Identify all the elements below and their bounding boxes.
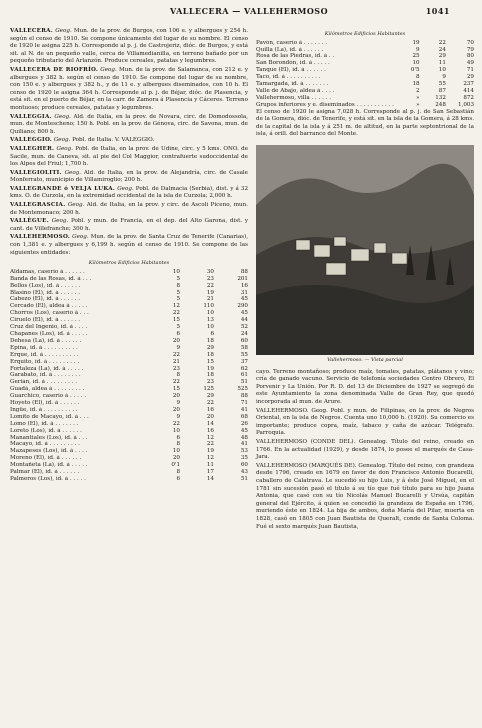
inhabitants-count: 31 bbox=[240, 289, 248, 296]
table-row bbox=[10, 435, 248, 442]
inhabitants-count: 43 bbox=[240, 469, 248, 476]
distance-km: » bbox=[416, 94, 420, 101]
landscape-illustration bbox=[256, 145, 474, 355]
entry-headword: VALLEGRANDE ó VELJA LUKA. bbox=[10, 185, 116, 192]
buildings-count: 23 bbox=[206, 275, 214, 282]
census-paragraph: El censo de 1920 le asigna 7,028 h. Corresponde al p. j. de San Sebastián de la Gomera, dióc. de Tenerife, y está sit. en la isla de la Gomera, á 28 kms. de la capital de la isla y á 251 m. de altitud, en la parte septentrional de la isla, á orill. del barranco del Monte. bbox=[256, 108, 474, 138]
table-row bbox=[10, 331, 248, 338]
table-row bbox=[256, 81, 474, 88]
buildings-count: 23 bbox=[206, 379, 214, 386]
distance-km: 8 bbox=[176, 469, 180, 476]
inhabitants-count: 60 bbox=[240, 337, 248, 344]
place-name: Gerián, íd. á . . . . . . . . . bbox=[10, 379, 78, 386]
distance-km: 10 bbox=[172, 448, 180, 455]
place-name: Blasino (El), íd. á . . . . . . bbox=[10, 289, 81, 296]
place-name: Garabato, íd. á . . . . . . . . bbox=[10, 372, 81, 379]
inhabitants-count: 24 bbox=[240, 330, 248, 337]
table-row bbox=[10, 386, 248, 393]
buildings-count: 18 bbox=[206, 372, 214, 379]
table-row bbox=[10, 290, 248, 297]
entry-headword: VALLECERA DE RIOFRÍO. bbox=[10, 66, 99, 73]
inhabitants-count: 45 bbox=[240, 427, 248, 434]
buildings-count: 10 bbox=[206, 310, 214, 317]
dictionary-entry bbox=[10, 114, 248, 137]
inhabitants-count: 55 bbox=[240, 351, 248, 358]
entry-text: Mun. de la prov. de Santa Cruz de Tenerife (Canarias), con 1,381 e. y albergues y 6,199 h. según el censo de 1910. Se compone de las siguientes entidades: bbox=[10, 234, 249, 256]
entry-headword: VALLEGGIO. bbox=[10, 137, 53, 144]
buildings-count: 6 bbox=[210, 330, 214, 337]
place-name: Lomo (El), íd. á . . . . . . . bbox=[10, 420, 79, 427]
buildings-count: 22 bbox=[206, 400, 214, 407]
table-row bbox=[10, 352, 248, 359]
distance-km: 25 bbox=[412, 53, 420, 60]
entry-headword: VALLEGRASCIA. bbox=[10, 202, 66, 209]
inhabitants-count: 41 bbox=[240, 406, 248, 413]
distance-km: 10 bbox=[172, 268, 180, 275]
distance-km: 20 bbox=[172, 337, 180, 344]
table-row bbox=[10, 310, 248, 317]
distance-km: 9 bbox=[176, 400, 180, 407]
inhabitants-count: 88 bbox=[240, 268, 248, 275]
table-row bbox=[256, 95, 474, 102]
distance-km: 9 bbox=[176, 413, 180, 420]
right-table-header: Kilómetros Edificios Habitantes bbox=[324, 31, 406, 37]
entry-headword: VALLEGIOLITI. bbox=[10, 169, 62, 176]
inhabitants-count: 52 bbox=[240, 324, 248, 331]
distance-km: 21 bbox=[172, 358, 180, 365]
place-name: Moreno (El), íd. á . . . . . . bbox=[10, 455, 82, 462]
paragraph: VALLEHERMOSO (MARQUÉS DE). Genealog. Título del reino, con grandeza desde 1796, creado en 1679 en favor de don Francisco Antonio Bucarelli, caballero de Calatrava. Le sucedió su hijo Luis, y á éste José Miguel, en el 1781 sin sucesión pasó el título á su tío que fué título para su hijo Juana Antonia, que casó con su tío Nicolás Manuel Bucarelli y Ursúa, capitán general del Ejército, á quien se concedió la grandeza de España en 1796, muriendo éste en 1824. La hija de ambos, doña María del Pilar, muerta en 1828, casó en 1805 con Juan Bautista de Queralt, conde de Santa Coloma. Fué el sexto marqués Juan Bautista, bbox=[256, 462, 474, 530]
inhabitants-count: 237 bbox=[463, 81, 474, 88]
buildings-count: 12 bbox=[206, 434, 214, 441]
entry-category: Geog. bbox=[51, 218, 69, 225]
entry-text: Pobl. y mun. de Francia, en el dep. del Alto Garona, dist. y cant. de Villefranche; 300 h. bbox=[10, 218, 248, 232]
buildings-count: 24 bbox=[438, 46, 446, 53]
place-name: Tamargada, íd. á . . . . . . . bbox=[256, 81, 329, 88]
entry-text: Mun. de la prov. de Salamanca, con 212 e. y albergues y 382 h. según el censo de 1910. Se compone del lugar de su nombre, con 150 e. y albergues y 382 h., y de 11 e. y albergues diseminados, con 10 h. El censo de 1920 le asigna 364 h. Corresponde al p. j. de Béjar, dióc. de Plasencia, y está sit. en el puerto de Béjar, en la carr. de Zamora á Plasencia y Cáceres. Terreno montuoso; produce cereales, patatas y legumbres. bbox=[10, 66, 249, 111]
inhabitants-count: 68 bbox=[240, 413, 248, 420]
table-row bbox=[256, 40, 474, 47]
table-row bbox=[10, 303, 248, 310]
place-name: Rosa de las Piedras, íd. á . . bbox=[256, 53, 335, 60]
place-name: Aldamas, caserío á . . . . . . bbox=[10, 268, 85, 275]
buildings-count: 16 bbox=[206, 427, 214, 434]
inhabitants-count: 53 bbox=[240, 448, 248, 455]
distance-km: 15 bbox=[172, 386, 180, 393]
buildings-count: 22 bbox=[438, 39, 446, 46]
buildings-count: 87 bbox=[438, 87, 446, 94]
place-name: Grupos inferiores y e. diseminados . . . . . . . . . . . bbox=[256, 101, 394, 108]
place-name: Cercado (El), aldea á . . . . . bbox=[10, 303, 88, 310]
entries-list bbox=[10, 28, 248, 257]
table-row bbox=[256, 67, 474, 74]
buildings-count: 11 bbox=[206, 462, 214, 469]
buildings-count: 110 bbox=[203, 303, 214, 310]
table-row bbox=[10, 269, 248, 276]
buildings-count: 18 bbox=[206, 337, 214, 344]
buildings-count: 19 bbox=[206, 365, 214, 372]
distance-km: 5 bbox=[176, 324, 180, 331]
table-row bbox=[256, 74, 474, 81]
dictionary-entry bbox=[10, 234, 248, 257]
place-name: Valle de Abajo, aldea á . . . . bbox=[256, 87, 335, 94]
inhabitants-count: 51 bbox=[240, 476, 248, 482]
place-name: Macayo, íd. á . . . . . . . . . bbox=[10, 441, 80, 448]
distance-km: 9 bbox=[416, 46, 420, 53]
entry-headword: VALLECERA. bbox=[10, 28, 54, 34]
table-row bbox=[10, 407, 248, 414]
inhabitants-count: 29 bbox=[466, 74, 474, 81]
entry-headword: VALLEGGIA. bbox=[10, 113, 52, 120]
paragraph: VALLEHERMOSO (CONDE DEL). Genealog. Título del reino, creado en 1766. En la actualidad (1929), y desde 1874, lo posee el marqués de Casa-Jara. bbox=[256, 438, 474, 461]
inhabitants-count: 80 bbox=[466, 53, 474, 60]
entities-table-right bbox=[256, 40, 474, 109]
dictionary-entry bbox=[10, 67, 248, 113]
table-row bbox=[10, 283, 248, 290]
distance-km: 0'1 bbox=[171, 462, 180, 469]
buildings-count: 17 bbox=[206, 469, 214, 476]
table-row bbox=[10, 338, 248, 345]
buildings-count: 11 bbox=[438, 60, 446, 67]
distance-km: 5 bbox=[176, 289, 180, 296]
place-name: Palmeros (Los), íd. á . . . . . bbox=[10, 476, 86, 482]
entry-text: Pobl. de Italia. V. VALEGGIO. bbox=[72, 137, 155, 144]
place-name: Lomito de Macayo, íd. á . . . bbox=[10, 413, 89, 420]
buildings-count: 125 bbox=[203, 386, 214, 393]
inhabitants-count: 872 bbox=[463, 94, 474, 101]
buildings-count: 15 bbox=[206, 358, 214, 365]
inhabitants-count: 44 bbox=[240, 317, 248, 324]
inhabitants-count: 1,003 bbox=[457, 101, 474, 108]
table-row bbox=[256, 53, 474, 60]
table-row bbox=[10, 421, 248, 428]
inhabitants-count: 61 bbox=[240, 372, 248, 379]
inhabitants-count: 88 bbox=[240, 393, 248, 400]
buildings-count: 13 bbox=[206, 317, 214, 324]
distance-km: 22 bbox=[172, 379, 180, 386]
inhabitants-count: 35 bbox=[240, 455, 248, 462]
dictionary-entry bbox=[10, 28, 248, 66]
distance-km: 9 bbox=[176, 344, 180, 351]
inhabitants-count: 414 bbox=[463, 87, 474, 94]
place-name: Montañeta (La), íd. á . . . . . bbox=[10, 462, 88, 469]
buildings-count: 30 bbox=[206, 268, 214, 275]
buildings-count: 29 bbox=[206, 393, 214, 400]
distance-km: 6 bbox=[176, 330, 180, 337]
place-name: Taco, íd. á . . . . . . . . . . bbox=[256, 74, 321, 81]
buildings-count: 14 bbox=[206, 420, 214, 427]
dictionary-entry bbox=[10, 137, 248, 145]
entry-text: Ald. de Italia, en la prov. y circ. de Ascoli Piceno, mun. de Montemonaco; 200 h. bbox=[10, 202, 249, 216]
buildings-count: 29 bbox=[206, 344, 214, 351]
table-row bbox=[256, 102, 474, 109]
inhabitants-count: 71 bbox=[240, 400, 248, 407]
distance-km: 8 bbox=[176, 372, 180, 379]
table-row bbox=[256, 47, 474, 54]
vallehermoso-photo bbox=[256, 145, 474, 355]
place-name: Erque, íd. á . . . . . . . . . . bbox=[10, 351, 79, 358]
place-name: Ciruelo (El), íd. á . . . . . . bbox=[10, 317, 80, 324]
dictionary-entry bbox=[10, 146, 248, 169]
place-name: Hoyeto (El), íd. á . . . . . . bbox=[10, 400, 80, 407]
buildings-count: 14 bbox=[206, 476, 214, 482]
entry-text: Mun. de la prov. de Burgos, con 106 e. y albergues y 254 h. según el censo de 1910. Se compone únicamente del lugar de su nombre. El censo de 1920 le asigna 225 h. Corresponde al p. j. de Castrojeriz, dióc. de Burgos, y está sit. al N. de un pequeño valle, cerca de Villamedianilla, en terreno bañado por un pequeño tributario del Arlanzón. Produce cereales, patatas y legumbres. bbox=[10, 28, 249, 65]
buildings-count: 248 bbox=[435, 101, 446, 108]
distance-km: 22 bbox=[172, 351, 180, 358]
right-column bbox=[256, 28, 474, 532]
table-row bbox=[10, 441, 248, 448]
distance-km: 12 bbox=[172, 303, 180, 310]
dictionary-entry bbox=[10, 170, 248, 185]
distance-km: 20 bbox=[172, 406, 180, 413]
distance-km: 0'5 bbox=[410, 67, 420, 74]
distance-km: 23 bbox=[172, 365, 180, 372]
distance-km: 8 bbox=[176, 282, 180, 289]
table-row bbox=[10, 359, 248, 366]
table-row bbox=[10, 372, 248, 379]
table-row bbox=[10, 317, 248, 324]
place-name: San Borondón, íd. á . . . . . bbox=[256, 60, 330, 67]
table-row bbox=[256, 60, 474, 67]
place-name: Fortaleza (La), íd. á . . . . . bbox=[10, 365, 84, 372]
table-row bbox=[10, 400, 248, 407]
distance-km: 10 bbox=[412, 60, 420, 67]
distance-km: 8 bbox=[416, 74, 420, 81]
entry-category: Geog. bbox=[67, 202, 85, 209]
buildings-count: 29 bbox=[438, 53, 446, 60]
table-row bbox=[10, 455, 248, 462]
distance-km: 5 bbox=[176, 296, 180, 303]
place-name: Bellos (Los), íd. á . . . . . . bbox=[10, 282, 81, 289]
paragraph: cayo. Terreno montañoso; produce maíz, tomates, patatas, plátanos y vino; cría de ganado vacuno. Servicio de telefonía sociedades Centro Obrero, El Porvenir y La Unión. Por R. D. del 13 de Diciembre de 1927 se segregó de este Ayuntamiento la zona denominada Valle de Gran Rey, que quedó incorporada al mun. de Arure. bbox=[256, 368, 474, 405]
place-name: Erquito, íd. á . . . . . . . . . bbox=[10, 358, 80, 365]
distance-km: » bbox=[416, 101, 420, 108]
distance-km: 20 bbox=[172, 455, 180, 462]
entry-category: Geog. bbox=[53, 137, 71, 144]
inhabitants-count: 45 bbox=[240, 296, 248, 303]
photo-caption: Vallehermoso. — Vista parcial bbox=[327, 357, 403, 364]
dictionary-entry bbox=[10, 202, 248, 217]
table-row bbox=[10, 414, 248, 421]
dictionary-entry bbox=[10, 186, 248, 201]
buildings-count: 19 bbox=[206, 448, 214, 455]
entry-category: Geog. bbox=[117, 185, 134, 192]
place-name: Mazapeses (Los), íd. á . . . . bbox=[10, 448, 88, 455]
distance-km: 22 bbox=[172, 310, 180, 317]
buildings-count: 55 bbox=[438, 81, 446, 88]
inhabitants-count: 45 bbox=[240, 310, 248, 317]
place-name: Epina, íd. á . . . . . . . . . . bbox=[10, 344, 78, 351]
inhabitants-count: 71 bbox=[466, 67, 474, 74]
entry-category: Geog. bbox=[100, 66, 117, 73]
inhabitants-count: 62 bbox=[240, 365, 248, 372]
inhabitants-count: 49 bbox=[466, 60, 474, 67]
place-name: Tanque (El), íd. á . . . . . . bbox=[256, 67, 326, 74]
buildings-count: 16 bbox=[206, 406, 214, 413]
distance-km: 22 bbox=[172, 420, 180, 427]
buildings-count: 9 bbox=[442, 74, 446, 81]
place-name: Cabezo (El), íd. á . . . . . . bbox=[10, 296, 80, 303]
inhabitants-count: 79 bbox=[466, 46, 474, 53]
place-name: Banda de las Rosas, íd. á . . . bbox=[10, 275, 92, 282]
place-name: Guadá, aldea á . . . . . . . . . bbox=[10, 386, 85, 393]
entry-headword: VALLÈGUE. bbox=[10, 218, 49, 225]
dictionary-entry bbox=[10, 218, 248, 233]
place-name: Cruz del Ingenio, íd. á . . . . bbox=[10, 324, 88, 331]
table-row bbox=[10, 296, 248, 303]
inhabitants-count: 201 bbox=[237, 275, 248, 282]
entry-category: Geog. bbox=[55, 28, 72, 34]
entry-text: Ald. de Italia, en la prov. de Novara, circ. de Domodossola, mun. de Montescheno; 150 h. Pobl. en la prov. de Génova, circ. de Savona, mun. de Quiliano; 800 h. bbox=[10, 113, 249, 135]
place-name: Chorros (Los), caserío á . . . bbox=[10, 310, 89, 317]
buildings-count: 22 bbox=[206, 282, 214, 289]
buildings-count: 21 bbox=[206, 296, 214, 303]
inhabitants-count: 70 bbox=[466, 39, 474, 46]
distance-km: 10 bbox=[172, 427, 180, 434]
distance-km: 2 bbox=[416, 87, 420, 94]
paragraphs bbox=[256, 369, 474, 531]
place-name: Chapanes (Los), íd. á . . . . . bbox=[10, 330, 88, 337]
left-table-header: Kilómetros Edificios Habitantes bbox=[88, 260, 170, 267]
inhabitants-count: 41 bbox=[240, 441, 248, 448]
table-row bbox=[10, 345, 248, 352]
buildings-count: 19 bbox=[206, 289, 214, 296]
buildings-count: 20 bbox=[206, 413, 214, 420]
entry-category: Geog. bbox=[64, 169, 82, 176]
inhabitants-count: 16 bbox=[240, 282, 248, 289]
distance-km: 18 bbox=[412, 81, 420, 88]
inhabitants-count: 58 bbox=[240, 344, 248, 351]
distance-km: 15 bbox=[172, 317, 180, 324]
place-name: Palmar (El), íd. á . . . . . . bbox=[10, 469, 80, 476]
inhabitants-count: 525 bbox=[237, 386, 248, 393]
page-header bbox=[0, 4, 482, 18]
table-row bbox=[10, 448, 248, 455]
distance-km: 6 bbox=[176, 434, 180, 441]
distance-km: 19 bbox=[412, 39, 420, 46]
buildings-count: 10 bbox=[438, 67, 446, 74]
distance-km: 5 bbox=[176, 275, 180, 282]
table-row bbox=[10, 366, 248, 373]
buildings-count: 18 bbox=[206, 351, 214, 358]
inhabitants-count: 60 bbox=[240, 462, 248, 469]
place-name: Ingüe, íd. á . . . . . . . . . . bbox=[10, 406, 78, 413]
left-column bbox=[10, 28, 248, 483]
place-name: Dehesa (La), íd. á . . . . . . bbox=[10, 337, 82, 344]
inhabitants-count: 37 bbox=[240, 358, 248, 365]
entry-text: Pobl. de Dalmacia (Serbia), dist. y á 32 kms. O. de Curzola, en la extremidad occidental de la isla de Curzola; 2,000 h. bbox=[10, 185, 249, 200]
place-name: Guarchico, caserío á . . . . . bbox=[10, 393, 87, 400]
place-name: Vallehermoso, villa . . . . . . bbox=[256, 94, 332, 101]
inhabitants-count: 51 bbox=[240, 379, 248, 386]
inhabitants-count: 26 bbox=[240, 420, 248, 427]
table-row bbox=[10, 469, 248, 476]
entry-text: Ald. de Italia, en la prov. de Alejandría, circ. de Casale Monferrato, municipio de Villamiroglio; 200 h. bbox=[10, 169, 248, 184]
distance-km: 8 bbox=[176, 441, 180, 448]
place-name: Loreto (Los), íd. á . . . . . . bbox=[10, 427, 82, 434]
page-number: 1041 bbox=[425, 6, 450, 16]
buildings-count: 22 bbox=[206, 441, 214, 448]
inhabitants-count: 48 bbox=[240, 434, 248, 441]
buildings-count: 132 bbox=[435, 94, 446, 101]
table-row bbox=[10, 393, 248, 400]
table-row bbox=[10, 428, 248, 435]
running-title: VALLECERA — VALLEHERMOSO bbox=[170, 6, 329, 16]
entry-headword: VALLEHERMOSO. bbox=[10, 234, 71, 241]
place-name: Manantiales (Los), íd. á . . . bbox=[10, 434, 88, 441]
table-row bbox=[10, 379, 248, 386]
table-row bbox=[256, 88, 474, 95]
table-row bbox=[10, 276, 248, 283]
place-name: Quilla (La), íd. á . . . . . . bbox=[256, 46, 324, 53]
distance-km: 20 bbox=[172, 393, 180, 400]
entry-category: Geog. bbox=[72, 234, 89, 241]
entry-category: Geog. bbox=[56, 145, 74, 152]
inhabitants-count: 290 bbox=[237, 303, 248, 310]
paragraph: VALLEHERMOSO. Geog. Pobl. y mun. de Filipinas, en la prov. de Negros Oriental, en la isla de Negros. Cuenta uno 10,000 h. (1920). Su comercio es importante; produce copra, maíz, tabaco y caña de azúcar. Telégrafo. Parroquia. bbox=[256, 407, 474, 437]
entry-headword: VALLEGHER. bbox=[10, 145, 55, 152]
entities-table-left bbox=[10, 269, 248, 483]
buildings-count: 10 bbox=[206, 324, 214, 331]
place-name: Pavón, caserío á . . . . . . . bbox=[256, 39, 328, 46]
table-row bbox=[10, 476, 248, 483]
buildings-count: 12 bbox=[206, 455, 214, 462]
table-row bbox=[10, 324, 248, 331]
entry-category: Geog. bbox=[54, 113, 71, 120]
table-row bbox=[10, 462, 248, 469]
entry-text: Pobl. de Italia, en la prov. de Udine, circ. y 5 kms. ONO. de Sacile, mun. de Caneva, sit. al pie del Col Maggior, contrafuerte sudoccidental de los Alpes del Friul; 1,700 h. bbox=[10, 145, 249, 168]
distance-km: 6 bbox=[176, 476, 180, 482]
